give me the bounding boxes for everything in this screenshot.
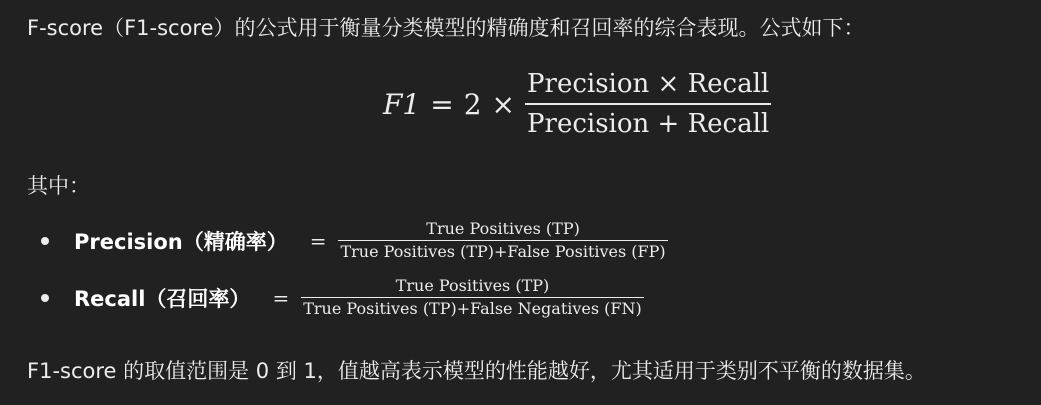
definition-numerator: True Positives (TP) xyxy=(395,276,550,295)
formula-lhs: F1 xyxy=(383,87,421,121)
definition-fraction xyxy=(338,219,667,262)
definition-equals: = xyxy=(309,228,327,253)
definition-term: Precision（精确率） xyxy=(74,229,288,254)
fraction-bar xyxy=(525,103,771,105)
formula-denominator: Precision + Recall xyxy=(527,108,770,139)
fraction-bar xyxy=(301,297,644,298)
fraction-bar xyxy=(338,240,667,241)
definition-term: Recall（召回率） xyxy=(74,286,251,311)
definition-denominator: True Positives (TP)+False Positives (FP) xyxy=(340,242,666,261)
f1-formula xyxy=(383,64,771,144)
conclusion-text: F1-score 的取值范围是 0 到 1，值越高表示模型的性能越好，尤其适用于类别不平衡的数据集。 xyxy=(27,359,926,383)
definition-fraction xyxy=(301,276,644,319)
bullet-icon xyxy=(41,237,49,245)
formula-equals: = xyxy=(430,87,454,121)
bullet-icon xyxy=(41,294,49,302)
intro-text: F-score（F1-score）的公式用于衡量分类模型的精确度和召回率的综合表现。公式如下： xyxy=(27,16,865,40)
formula-coefficient: 2 xyxy=(463,87,482,121)
definition-precision xyxy=(41,219,668,262)
formula-times: × xyxy=(491,87,516,121)
definition-numerator: True Positives (TP) xyxy=(426,219,580,238)
formula-numerator: Precision × Recall xyxy=(527,69,770,100)
where-label: 其中： xyxy=(27,174,90,198)
definition-recall xyxy=(41,276,644,319)
formula-fraction xyxy=(525,67,771,141)
definition-equals: = xyxy=(272,285,290,310)
definition-denominator: True Positives (TP)+False Negatives (FN) xyxy=(303,299,642,318)
